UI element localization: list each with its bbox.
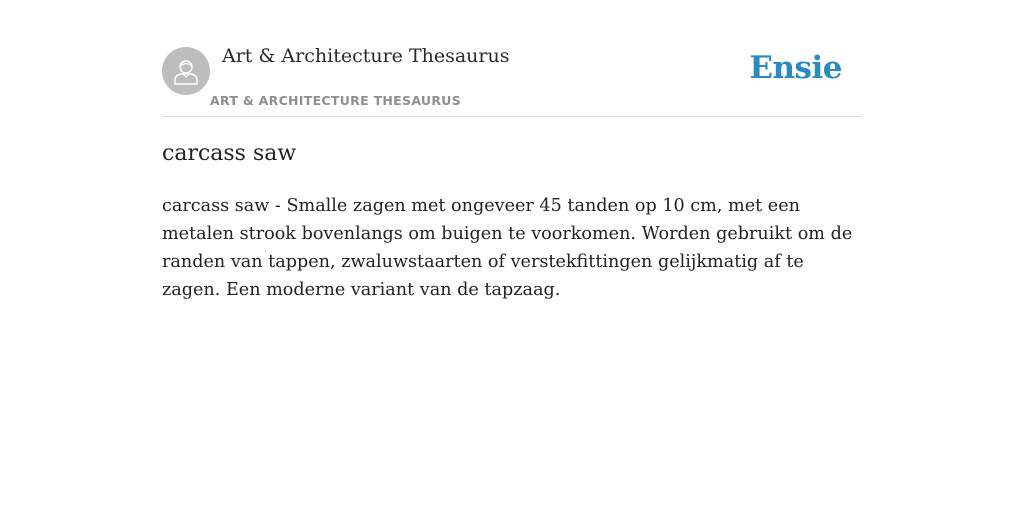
header — [162, 0, 862, 117]
avatar[interactable] — [162, 47, 210, 95]
source-title[interactable]: Art & Architecture Thesaurus — [222, 45, 510, 67]
term-title: carcass saw — [162, 141, 297, 166]
source-subtitle[interactable]: ART & ARCHITECTURE THESAURUS — [210, 93, 462, 108]
brand-logo[interactable]: Ensie — [749, 50, 842, 86]
user-icon — [171, 56, 201, 86]
definition-text: carcass saw - Smalle zagen met ongeveer 45 tanden op 10 cm, met een metalen strook bovenlangs om buigen te voorkomen. Worden gebruikt om de randen van tappen, zwaluwstaarten of verstekfittingen gelijkmatig af te zagen. Een moderne variant van de tapzaag. — [162, 196, 853, 300]
